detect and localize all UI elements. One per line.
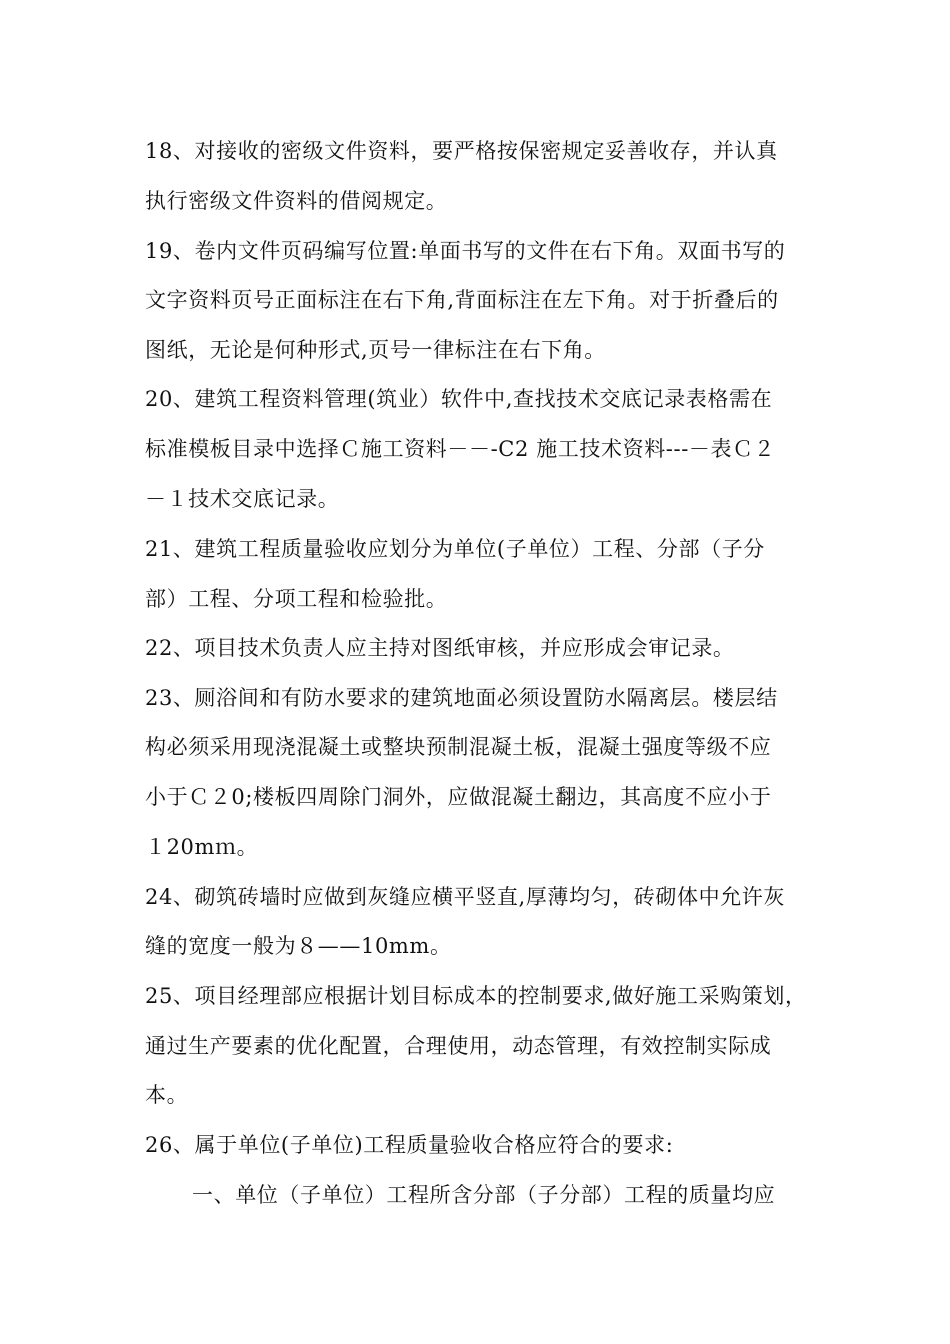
- text-line: 缝的宽度一般为８——10mm。: [145, 934, 452, 958]
- text-line: 构必须采用现浇混凝土或整块预制混凝土板，混凝土强度等级不应: [145, 735, 772, 759]
- text-line: 26、属于单位(子单位)工程质量验收合格应符合的要求:: [145, 1133, 674, 1157]
- text-line: 标准模板目录中选择Ｃ施工资料－－-C2 施工技术资料---－表Ｃ２: [145, 437, 776, 461]
- text-line: 20、建筑工程资料管理(筑业）软件中,查找技术交底记录表格需在: [145, 387, 773, 411]
- text-line: 18、对接收的密级文件资料，要严格按保密规定妥善收存，并认真: [145, 139, 778, 163]
- text-line: 部）工程、分项工程和检验批。: [145, 587, 448, 611]
- text-line: 25、项目经理部应根据计划目标成本的控制要求,做好施工采购策划，: [145, 984, 807, 1008]
- text-line: 文字资料页号正面标注在右下角,背面标注在左下角。对于折叠后的: [145, 288, 779, 312]
- text-line: 小于Ｃ２0;楼板四周除门洞外，应做混凝土翻边，其高度不应小于: [145, 785, 772, 809]
- text-line: １20mｍ。: [145, 835, 259, 859]
- text-line: 21、建筑工程质量验收应划分为单位(子单位）工程、分部（子分: [145, 537, 765, 561]
- text-line: －１技术交底记录。: [145, 487, 340, 511]
- text-line: 本。: [145, 1083, 189, 1107]
- text-line: 24、砌筑砖墙时应做到灰缝应横平竖直,厚薄均匀，砖砌体中允许灰: [145, 885, 785, 909]
- text-line: 执行密级文件资料的借阅规定。: [145, 189, 448, 213]
- text-line: 通过生产要素的优化配置，合理使用，动态管理，有效控制实际成: [145, 1034, 772, 1058]
- text-line: 图纸，无论是何种形式,页号一律标注在右下角。: [145, 338, 606, 362]
- text-line: 一、单位（子单位）工程所含分部（子分部）工程的质量均应: [192, 1183, 776, 1207]
- text-line: 22、项目技术负责人应主持对图纸审核，并应形成会审记录。: [145, 636, 735, 660]
- text-line: 19、卷内文件页码编写位置:单面书写的文件在右下角。双面书写的: [145, 239, 786, 263]
- text-line: 23、厕浴间和有防水要求的建筑地面必须设置防水隔离层。楼层结: [145, 686, 778, 710]
